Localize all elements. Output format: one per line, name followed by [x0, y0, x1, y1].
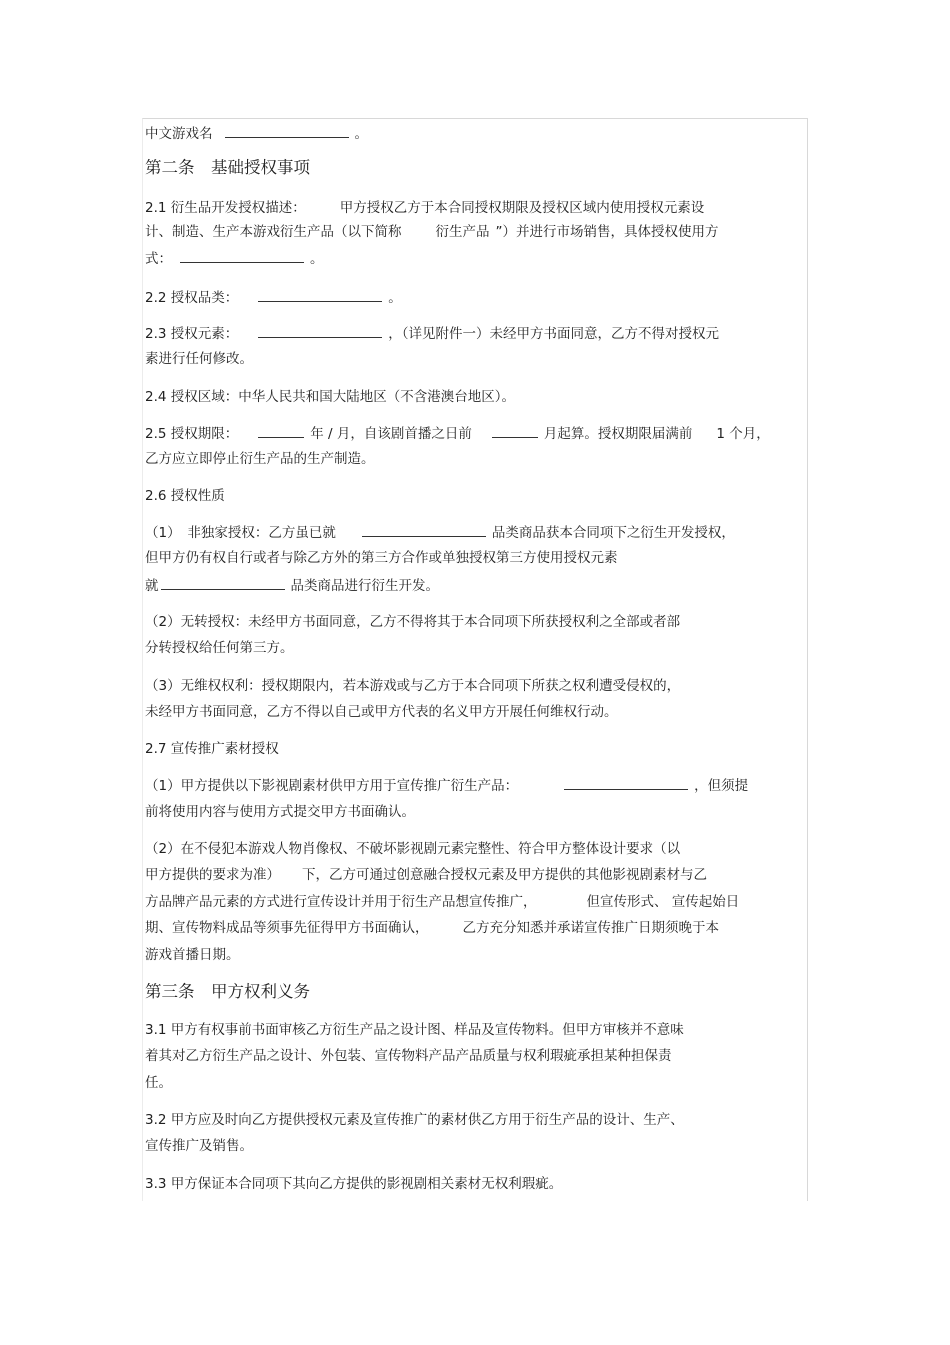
clause-2-6-2-line1: （2）无转授权：未经甲方书面同意，乙方不得将其于本合同项下所获授权利之全部或者部 [145, 614, 681, 630]
promo-material-blank[interactable] [564, 776, 688, 790]
clause-2-5-line1: 2.5 授权期限： 年 / 月，自该剧首播之日前 月起算。授权期限届满前 1 个月， [145, 426, 770, 442]
clause-2-7-2-line4: 期、宣传物料成品等须事先征得甲方书面确认， 乙方充分知悉并承诺宣传推广日期须晚于本 [145, 920, 719, 936]
game-name-line: 中文游戏名 。 [145, 126, 368, 142]
start-month-blank[interactable] [492, 424, 538, 438]
article-2-heading: 第二条 基础授权事项 [145, 158, 310, 177]
clause-2-6-3-line2: 未经甲方书面同意，乙方不得以自己或甲方代表的名义甲方开展任何维权行动。 [145, 704, 618, 720]
category-blank[interactable] [258, 288, 382, 302]
clause-3-2-line2: 宣传推广及销售。 [145, 1138, 253, 1154]
article-3-heading: 第三条 甲方权利义务 [145, 982, 310, 1001]
clause-2-6-1-line1: （1） 非独家授权：乙方虽已就 品类商品获本合同项下之衍生开发授权， [145, 525, 735, 541]
clause-2-1-line1: 2.1 衍生品开发授权描述： 甲方授权乙方于本合同授权期限及授权区域内使用授权元素设 [145, 200, 705, 216]
clause-2-6-1-line3: 就 品类商品进行衍生开发。 [145, 578, 439, 594]
clause-2-6-3-line1: （3）无维权权利：授权期限内，若本游戏或与乙方于本合同项下所获之权利遭受侵权的， [145, 678, 681, 694]
clause-3-1-line3: 任。 [145, 1075, 172, 1091]
clause-2-1-line3: 式： 。 [145, 251, 324, 267]
clause-2-5-line2: 乙方应立即停止衍生产品的生产制造。 [145, 451, 375, 467]
third-party-category-blank[interactable] [161, 576, 285, 590]
clause-2-6-2-line2: 分转授权给任何第三方。 [145, 640, 294, 656]
usage-method-blank[interactable] [180, 249, 304, 263]
clause-2-7-1-line2: 前将使用内容与使用方式提交甲方书面确认。 [145, 804, 415, 820]
clause-3-2-line1: 3.2 甲方应及时向乙方提供授权元素及宣传推广的素材供乙方用于衍生产品的设计、生产、 [145, 1112, 684, 1128]
clause-2-3-line2: 素进行任何修改。 [145, 351, 253, 367]
clause-2-6-title: 2.6 授权性质 [145, 488, 225, 504]
clause-2-6-1-line2: 但甲方仍有权自行或者与除乙方外的第三方合作或单独授权第三方使用授权元素 [145, 550, 618, 566]
clause-2-4: 2.4 授权区域：中华人民共和国大陆地区（不含港澳台地区）。 [145, 389, 516, 405]
clause-2-7-title: 2.7 宣传推广素材授权 [145, 741, 279, 757]
clause-3-3: 3.3 甲方保证本合同项下其向乙方提供的影视剧相关素材无权利瑕疵。 [145, 1176, 563, 1192]
term-blank[interactable] [258, 424, 304, 438]
clause-2-7-2-line1: （2）在不侵犯本游戏人物肖像权、不破坏影视剧元素完整性、符合甲方整体设计要求（以 [145, 841, 681, 857]
clause-2-2: 2.2 授权品类： 。 [145, 290, 402, 306]
game-name-blank[interactable] [225, 124, 349, 138]
clause-2-7-2-line3: 方品牌产品元素的方式进行宣传设计并用于衍生产品想宣传推广， 但宣传形式、 宣传起始日 [145, 894, 740, 910]
clause-2-1-line2: 计、制造、生产本游戏衍生产品（以下简称 衍生产品 ”）并进行市场销售，具体授权使用方 [145, 224, 719, 240]
non-exclusive-category-blank[interactable] [362, 523, 486, 537]
clause-3-1-line1: 3.1 甲方有权事前书面审核乙方衍生产品之设计图、样品及宣传物料。但甲方审核并不意味 [145, 1022, 684, 1038]
clause-2-3-line1: 2.3 授权元素： ，（详见附件一）未经甲方书面同意，乙方不得对授权元 [145, 326, 720, 342]
clause-2-7-2-line5: 游戏首播日期。 [145, 947, 240, 963]
clause-3-1-line2: 着其对乙方衍生产品之设计、外包装、宣传物料产品产品质量与权利瑕疵承担某种担保责 [145, 1048, 672, 1064]
clause-2-7-1-line1: （1）甲方提供以下影视剧素材供甲方用于宣传推广衍生产品： ，但须提 [145, 778, 749, 794]
clause-2-7-2-line2: 甲方提供的要求为准） 下，乙方可通过创意融合授权元素及甲方提供的其他影视剧素材与乙 [145, 867, 707, 883]
elements-blank[interactable] [258, 324, 382, 338]
